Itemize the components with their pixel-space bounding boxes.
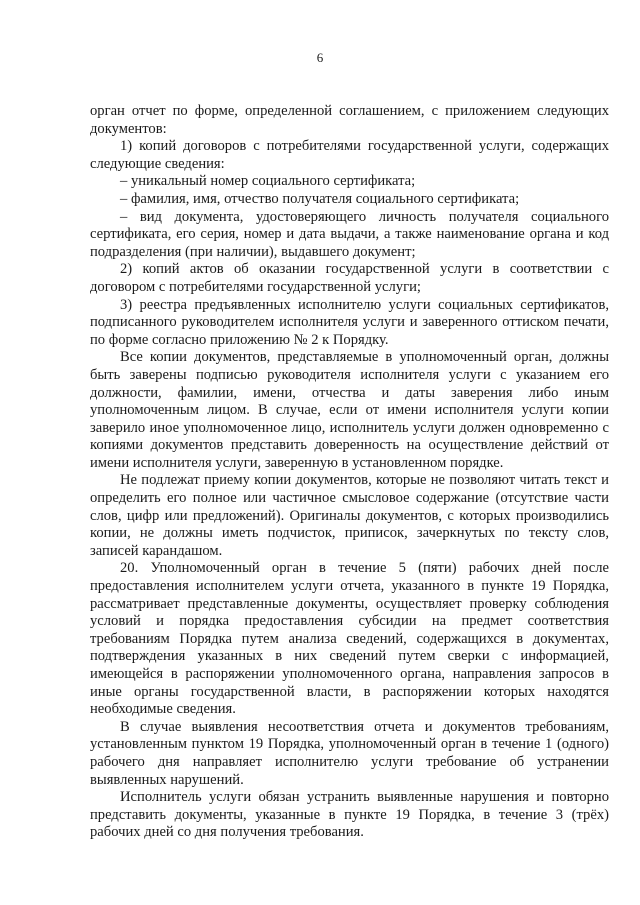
- paragraph-bullet-identity-document: – вид документа, удостоверяющего личность получателя социального сертификата, его серия, номер и дата выдачи, а также наименование органа и код подразделения (при наличии), выдавшего документ;: [90, 208, 609, 260]
- paragraph-item-3-registry: 3) реестра предъявленных исполнителю услуги социальных сертификатов, подписанного руководителем исполнителя услуги и заверенного оттиском печати, по форме согласно приложению № 2 к Порядку.: [90, 296, 609, 348]
- page-number: 6: [316, 50, 324, 65]
- paragraph-item-1-contracts: 1) копий договоров с потребителями государственной услуги, содержащих следующие сведения:: [90, 138, 609, 172]
- paragraph-copies-rejection: Не подлежат приему копии документов, которые не позволяют читать текст и определить его полное или частичное смысловое содержание (отсутствие части слов, цифр или предложений). Оригиналы документов, с которых производились копии, не должны иметь подчисток, приписок, зачеркнутых по тексту слов, записей карандашом.: [90, 472, 609, 559]
- document-body: [90, 103, 609, 842]
- paragraph-correction-deadline: Исполнитель услуги обязан устранить выявленные нарушения и повторно представить документы, указанные в пункте 19 Порядка, в течение 3 (трёх) рабочих дней со дня получения требования.: [90, 789, 609, 841]
- paragraph-bullet-recipient-name: – фамилия, имя, отчество получателя социального сертификата;: [120, 190, 520, 207]
- paragraph-item-2-acts: 2) копий актов об оказании государственной услуги в соответствии с договором с потребителями государственной услуги;: [90, 261, 609, 295]
- paragraph-section-20-review: 20. Уполномоченный орган в течение 5 (пяти) рабочих дней после предоставления исполнителем услуги отчета, указанного в пункте 19 Порядка, рассматривает представленные документы, осуществляет проверку соблюдения условий и порядка предоставления субсидии на предмет соответствия требованиям Порядка путем анализа сведений, содержащихся в документах, подтверждения указанных в них сведений путем сверки с информацией, имеющейся в распоряжении уполномоченного органа, направления запросов в иные органы государственной власти, в распоряжении которых находятся необходимые сведения.: [90, 560, 609, 718]
- paragraph-report-documents: орган отчет по форме, определенной соглашением, с приложением следующих документов:: [90, 103, 609, 137]
- paragraph-bullet-certificate-number: – уникальный номер социального сертификата;: [120, 173, 416, 190]
- paragraph-noncompliance-requirement: В случае выявления несоответствия отчета и документов требованиям, установленным пунктом 19 Порядка, уполномоченный орган в течение 1 (одного) рабочего дня направляет исполнителю услуги требование об устранении выявленных нарушений.: [90, 718, 609, 788]
- paragraph-copies-certification: Все копии документов, представляемые в уполномоченный орган, должны быть заверены подписью руководителя исполнителя услуги с указанием его должности, фамилии, имени, отчества и даты заверения либо иным уполномоченным лицом. В случае, если от имени исполнителя услуги копии заверило иное уполномоченное лицо, исполнитель услуги должен одновременно с копиями документов представить доверенность на осуществление действий от имени исполнителя услуги, заверенную в установленном порядке.: [90, 349, 609, 471]
